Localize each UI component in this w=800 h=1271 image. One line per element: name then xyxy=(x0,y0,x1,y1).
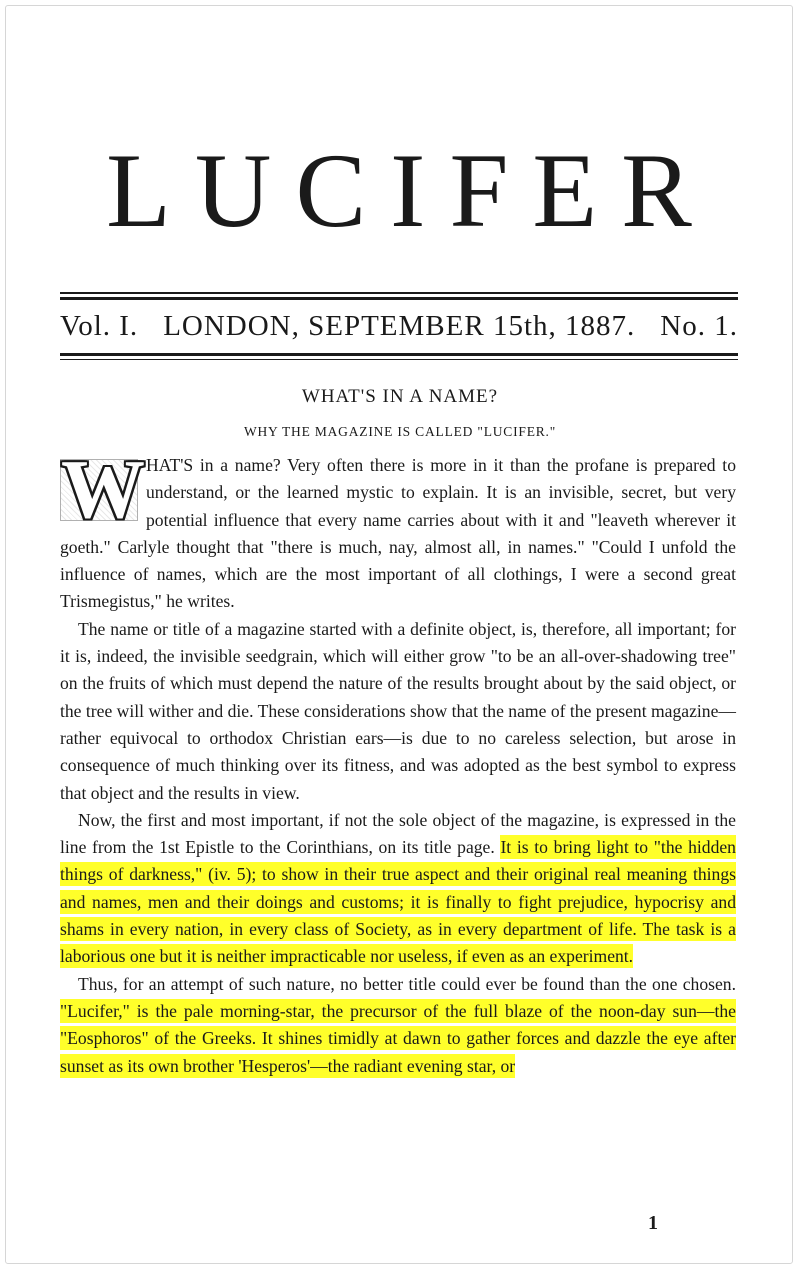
place-date: LONDON, SEPTEMBER 15th, 1887. xyxy=(163,310,636,342)
paragraph-3 xyxy=(60,807,736,971)
article-body xyxy=(60,443,736,1080)
paragraph-2: The name or title of a magazine started with a definite object, is, therefore, all important; for it is, indeed, the invisible seedgrain, which will either grow "to be an all-over-shadowing tree" on the fruits of which must depend the nature of the results brought about by the said object, or the tree will wither and die. These considerations show that the name of the present magazine—rather equivocal to orthodox Christian ears—is due to no careless selection, but arose in consequence of much thinking over its fitness, and was adopted as the best symbol to express that object and the results in view. xyxy=(60,618,736,803)
paragraph-1-text: HAT'S in a name? Very often there is more in it than the profane is prepared to understand, or the learned mystic to explain. It is an invisible, secret, but very potential influence that every name carries about with it and "leaveth wherever it goeth." Carlyle thought that "there is much, nay, almost all, in names." "Could I unfold the influence of names, which are the most important of all clothings, I were a second great Trismegistus," he writes. xyxy=(60,455,736,612)
rule-top-thin xyxy=(60,292,738,294)
rule-top-thick xyxy=(60,297,738,300)
highlighted-passage-1: It is to bring light to "the hidden things of darkness," (iv. 5); to show in their true aspect and their original real meaning things and names, men and their doings and customs; it is finally to fight prejudice, hypocrisy and shams in every nation, in every class of Society, as in every department of life. The task is a laborious one but it is neither impracticable nor useless, if even as an experiment. xyxy=(60,837,736,967)
masthead-title: LUCIFER xyxy=(106,132,716,249)
paragraph-4 xyxy=(60,971,736,1080)
paragraph-4-text: Thus, for an attempt of such nature, no better title could ever be found than the one chosen. xyxy=(78,973,736,994)
article-title: WHAT'S IN A NAME? xyxy=(301,386,499,407)
drop-cap-initial: W xyxy=(61,443,145,536)
article-subtitle: WHY THE MAGAZINE IS CALLED "LUCIFER." xyxy=(243,424,557,439)
paragraph-3-text: Now, the first and most important, if not the sole object of the magazine, is expressed in the line from the 1st Epistle to the Corinthians, on its title page. xyxy=(60,809,736,858)
rule-bottom-thin xyxy=(60,359,738,360)
volume-label: Vol. I. xyxy=(60,310,139,342)
highlighted-passage-2: "Lucifer," is the pale morning-star, the precursor of the full blaze of the noon-day sun—the "Eosphoros" of the Greeks. It shines timidly at dawn to gather forces and dazzle the eye after sunset as its own brother 'Hesperos'—the radiant evening star, or xyxy=(60,1000,736,1076)
rule-bottom-thick xyxy=(60,353,738,356)
issue-line xyxy=(60,310,738,350)
page-number: 1 xyxy=(648,1212,658,1234)
paragraph-1 xyxy=(60,443,736,616)
issue-number: No. 1. xyxy=(660,310,738,342)
